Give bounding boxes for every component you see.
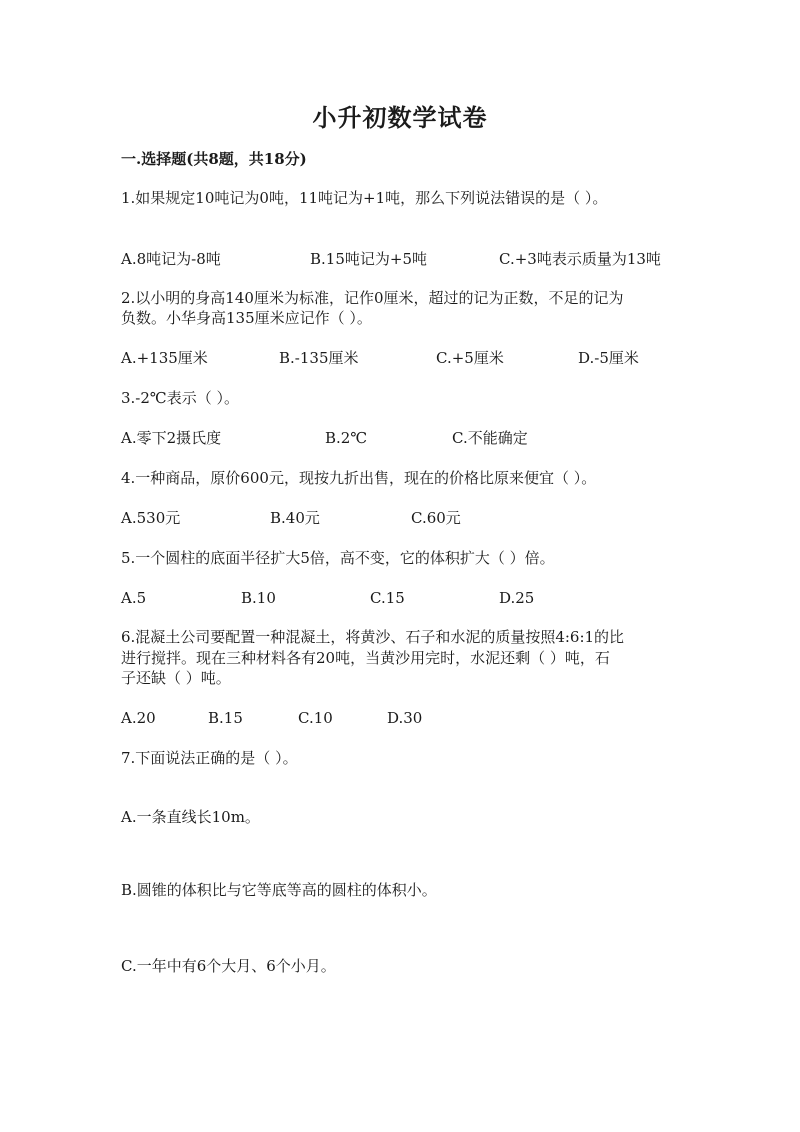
question-1-stem: 1.如果规定10吨记为0吨，11吨记为+1吨，那么下列说法错误的是（ ）。 — [121, 189, 608, 207]
question-2-option-b: B.-135厘米 — [279, 349, 359, 367]
question-3-option-b: B.2℃ — [325, 429, 368, 447]
section-heading: 一.选择题(共8题，共18分) — [121, 150, 307, 168]
question-1-option-a: A.8吨记为-8吨 — [121, 250, 221, 268]
question-6-stem-line-1: 6.混凝土公司要配置一种混凝土，将黄沙、石子和水泥的质量按照4:6:1的比 — [121, 628, 625, 646]
page-title: 小升初数学试卷 — [312, 103, 488, 132]
question-4-option-a: A.530元 — [121, 509, 181, 527]
question-2-option-d: D.-5厘米 — [578, 349, 639, 367]
question-4-option-b: B.40元 — [270, 509, 320, 527]
question-1-option-c: C.+3吨表示质量为13吨 — [499, 250, 661, 268]
question-6-stem-line-3: 子还缺（ ）吨。 — [121, 669, 231, 687]
question-7-option-a: A.一条直线长10m。 — [121, 808, 260, 826]
question-6-option-c: C.10 — [298, 709, 333, 727]
question-5-option-c: C.15 — [370, 589, 405, 607]
question-2-option-c: C.+5厘米 — [436, 349, 504, 367]
question-6-option-d: D.30 — [387, 709, 423, 727]
question-5-option-b: B.10 — [241, 589, 276, 607]
question-7-option-c: C.一年中有6个大月、6个小月。 — [121, 957, 336, 975]
question-5-stem: 5.一个圆柱的底面半径扩大5倍，高不变，它的体积扩大（ ）倍。 — [121, 549, 555, 567]
question-7-stem: 7.下面说法正确的是（ ）。 — [121, 749, 298, 767]
question-3-option-c: C.不能确定 — [452, 429, 528, 447]
question-2-option-a: A.+135厘米 — [121, 349, 208, 367]
question-1-option-b: B.15吨记为+5吨 — [310, 250, 427, 268]
question-4-stem: 4.一种商品，原价600元，现按九折出售，现在的价格比原来便宜（ ）。 — [121, 469, 597, 487]
question-6-option-b: B.15 — [208, 709, 243, 727]
question-5-option-a: A.5 — [121, 589, 147, 607]
question-6-stem-line-2: 进行搅拌。现在三种材料各有20吨，当黄沙用完时，水泥还剩（ ）吨，石 — [121, 649, 610, 667]
question-3-stem: 3.-2℃表示（ ）。 — [121, 389, 239, 407]
question-3-option-a: A.零下2摄氏度 — [121, 429, 222, 447]
question-7-option-b: B.圆锥的体积比与它等底等高的圆柱的体积小。 — [121, 881, 437, 899]
question-6-option-a: A.20 — [121, 709, 156, 727]
question-2-stem-line-2: 负数。小华身高135厘米应记作（ ）。 — [121, 309, 372, 327]
question-4-option-c: C.60元 — [411, 509, 461, 527]
question-2-stem-line-1: 2.以小明的身高140厘米为标准，记作0厘米，超过的记为正数，不足的记为 — [121, 289, 624, 307]
question-5-option-d: D.25 — [499, 589, 535, 607]
